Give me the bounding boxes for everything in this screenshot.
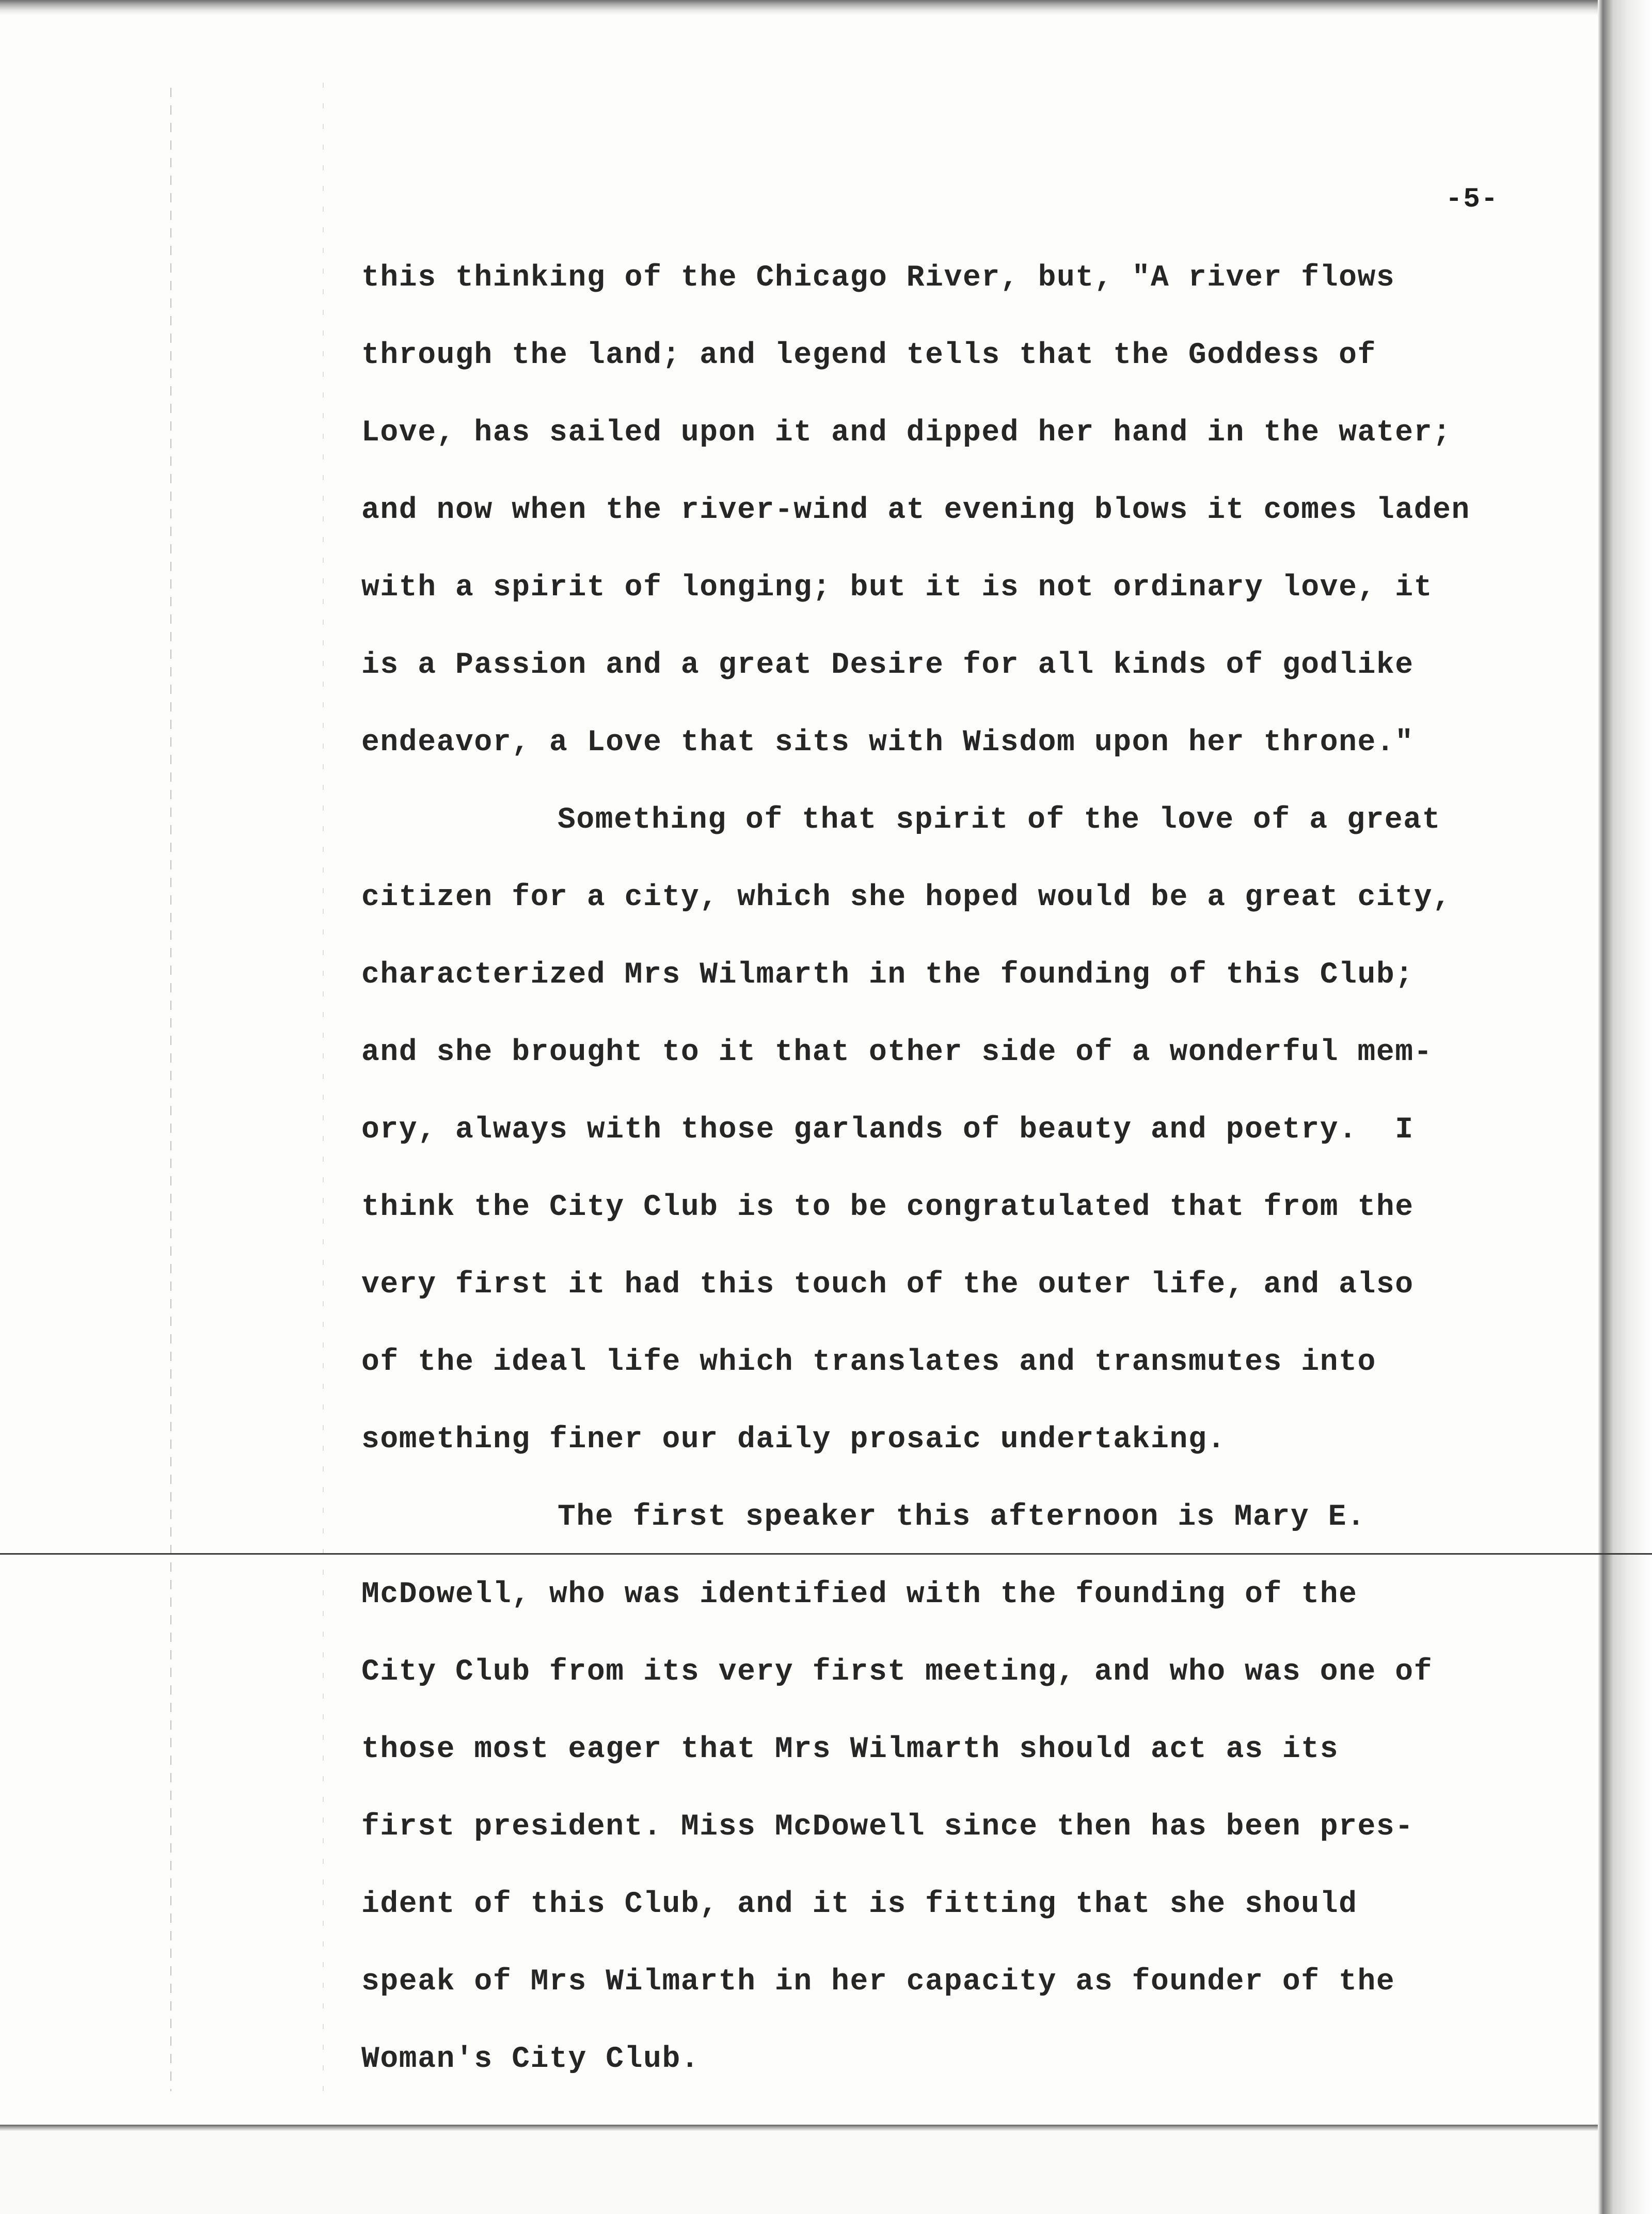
text-line: this thinking of the Chicago River, but, "A river flows [361,261,1395,295]
text-line: something finer our daily prosaic undertaking. [361,1423,1226,1457]
scan-bottom-edge [0,2125,1598,2131]
horizontal-fold-line [0,1553,1652,1555]
scan-top-edge [0,0,1652,15]
scan-right-edge [1598,0,1652,2214]
text-line: and she brought to it that other side of a wonderful mem- [361,1036,1433,1069]
text-line: think the City Club is to be congratulated that from the [361,1191,1414,1224]
text-line: of the ideal life which translates and transmutes into [361,1346,1376,1379]
text-line: The first speaker this afternoon is Mary E. [558,1500,1366,1534]
text-line: Woman's City Club. [361,2043,700,2076]
text-line: characterized Mrs Wilmarth in the founding of this Club; [361,958,1414,992]
text-line: endeavor, a Love that sits with Wisdom upon her throne." [361,726,1414,760]
text-line: is a Passion and a great Desire for all kinds of godlike [361,649,1414,682]
scan-background [0,2131,1598,2214]
text-line: Something of that spirit of the love of a great [558,803,1441,837]
text-line: ident of this Club, and it is fitting that she should [361,1888,1358,1921]
inner-margin-mark [323,83,324,2096]
text-line: citizen for a city, which she hoped would be a great city, [361,881,1452,914]
text-line: Love, has sailed upon it and dipped her hand in the water; [361,416,1452,450]
text-line: first president. Miss McDowell since then has been pres- [361,1810,1414,1844]
text-line: those most eager that Mrs Wilmarth should act as its [361,1733,1339,1766]
text-line: and now when the river-wind at evening blows it comes laden [361,494,1470,527]
text-line: McDowell, who was identified with the founding of the [361,1578,1358,1611]
text-line: City Club from its very first meeting, and who was one of [361,1655,1433,1689]
text-line: through the land; and legend tells that the Goddess of [361,339,1376,372]
text-line: with a spirit of longing; but it is not ordinary love, it [361,571,1433,605]
margin-fold-mark [170,88,171,2091]
text-line: ory, always with those garlands of beauty and poetry. I [361,1113,1414,1147]
text-line: very first it had this touch of the outer life, and also [361,1268,1414,1302]
text-line: speak of Mrs Wilmarth in her capacity as founder of the [361,1965,1395,1999]
page-number: -5- [1446,184,1499,215]
